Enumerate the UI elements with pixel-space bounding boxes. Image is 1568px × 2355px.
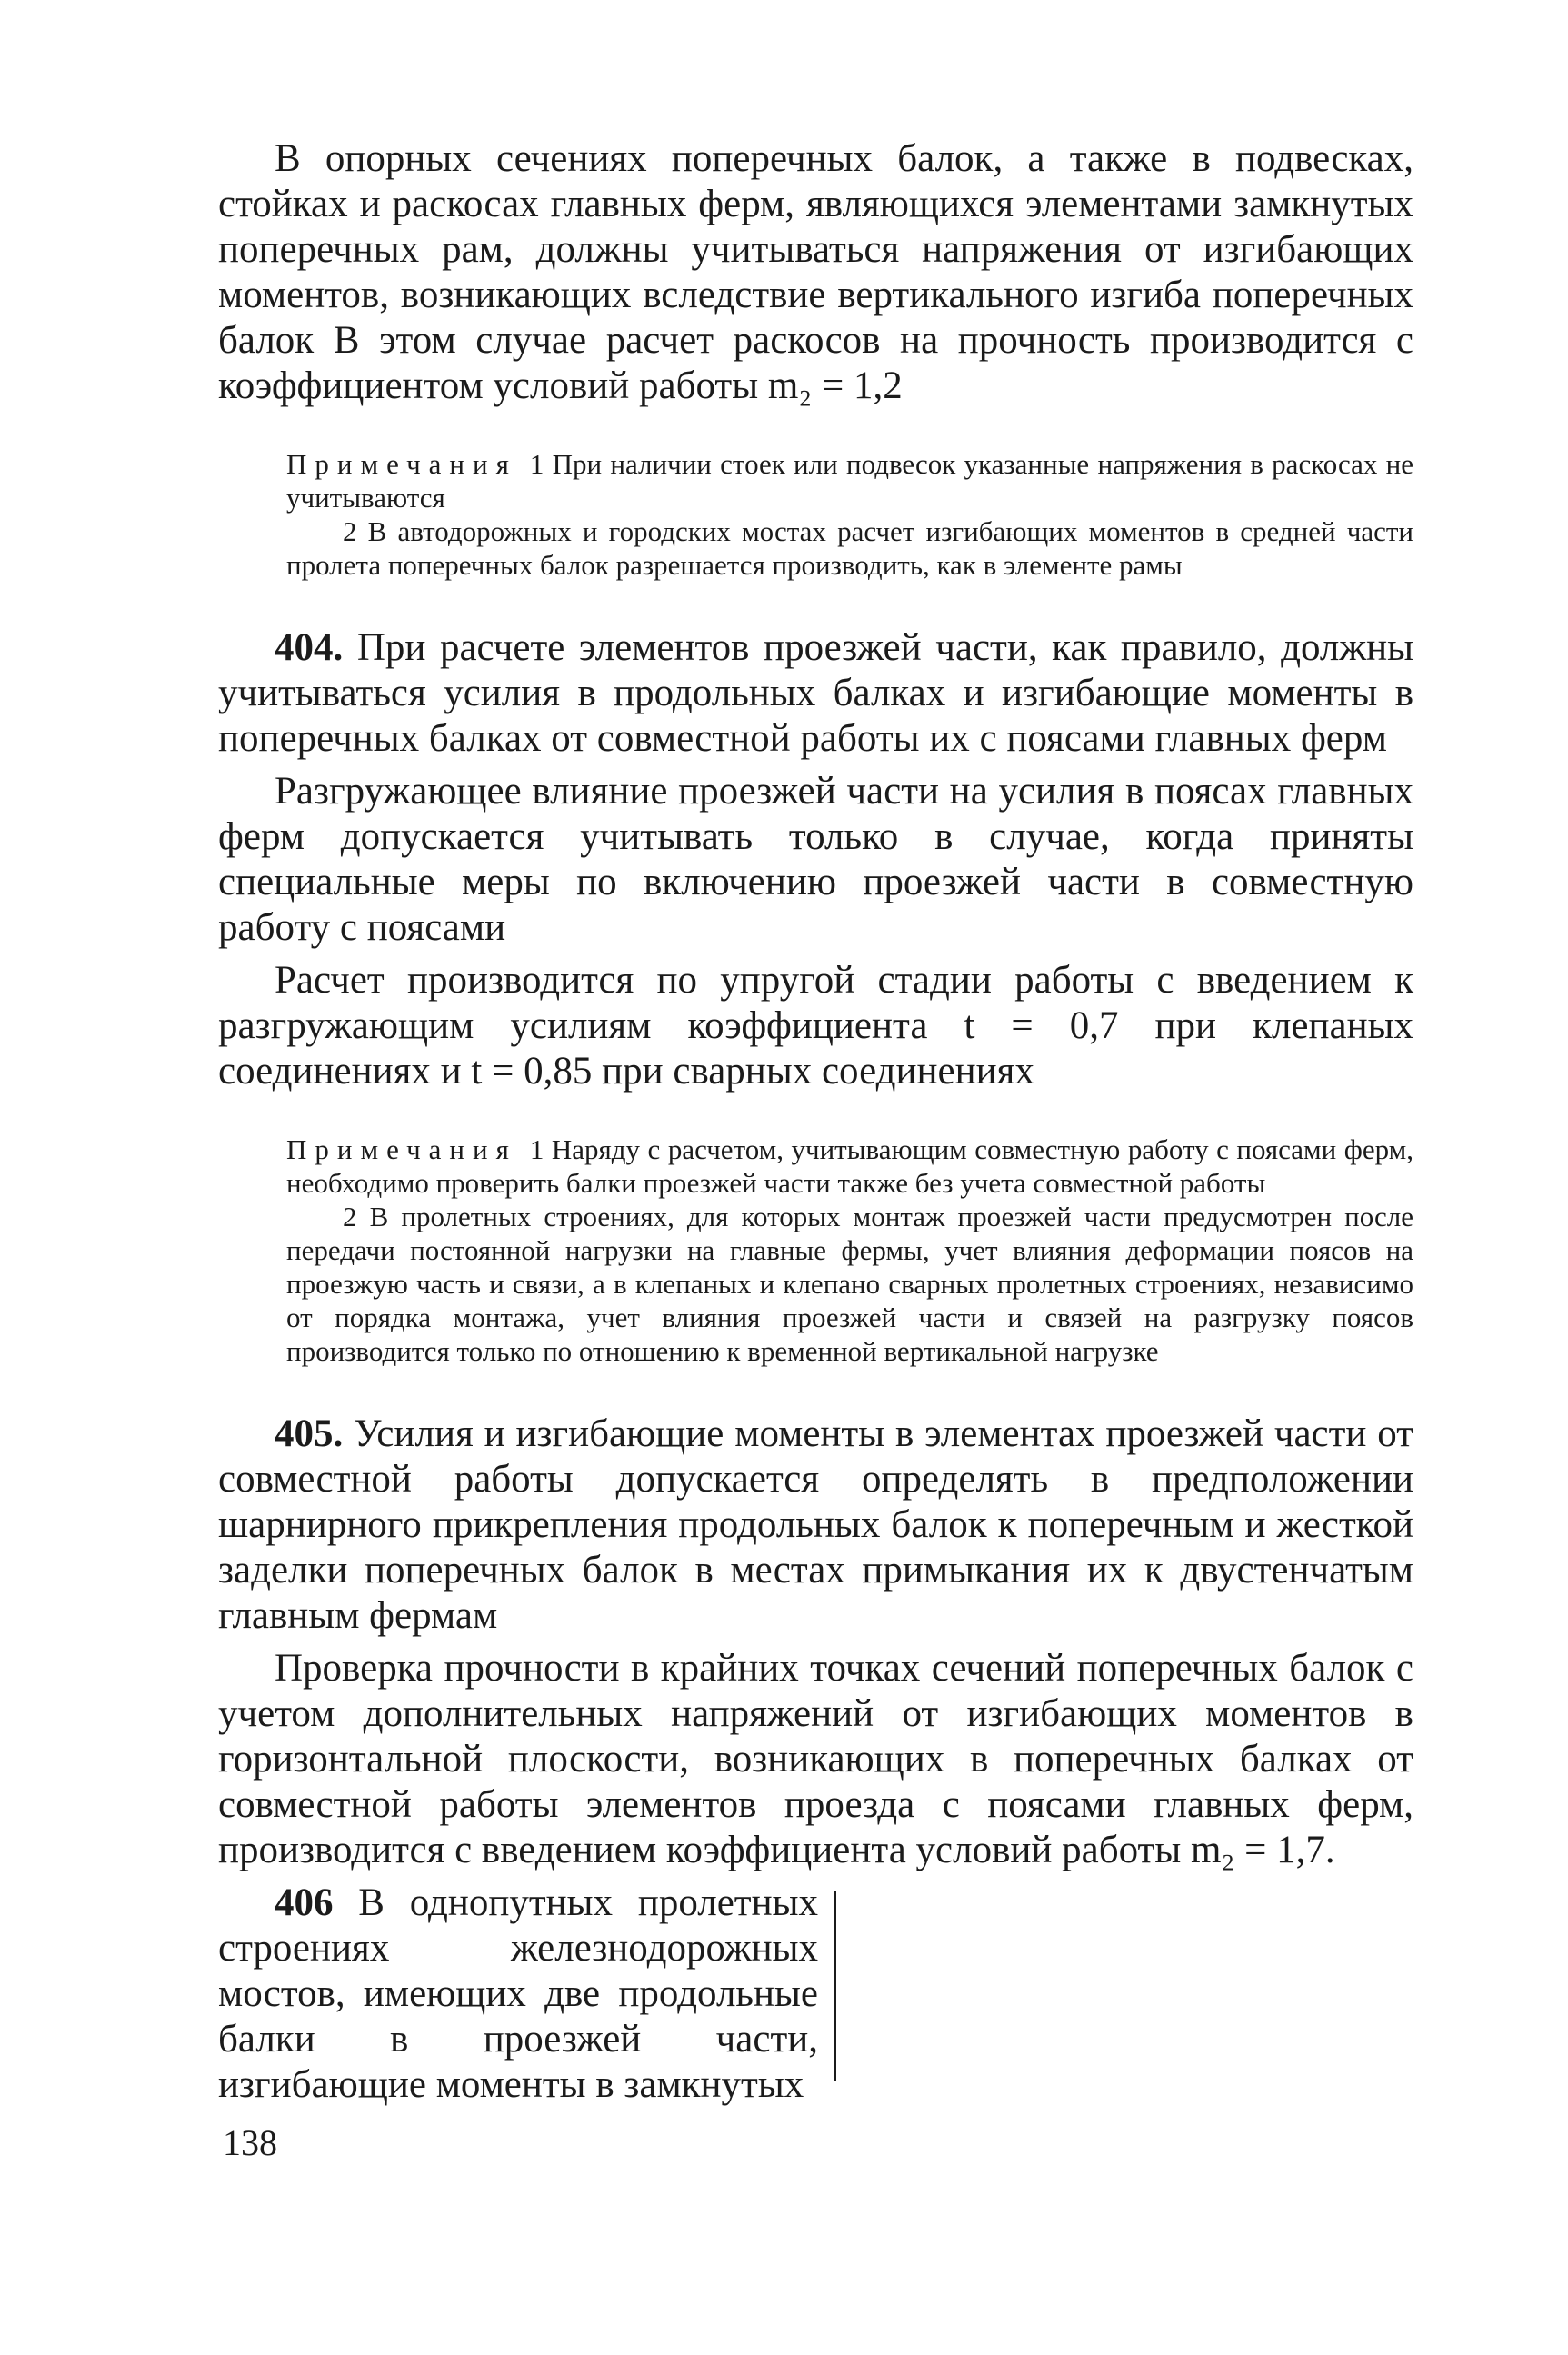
section-405-paragraph-1 <box>218 1412 1413 1639</box>
notes-block-1 <box>218 447 1413 582</box>
note-1 <box>286 1133 1413 1200</box>
section-406-paragraph-1 <box>218 1881 818 2108</box>
section-text: В однопутных пролетных строениях железнодорожных мостов, имеющих две продольные балки в проезжей части, изгибающие моменты в замкнутых <box>218 1881 818 2106</box>
section-number: 406 <box>275 1881 334 1924</box>
section-number: 405. <box>275 1412 344 1455</box>
note-2: 2 В пролетных строениях, для которых монтаж проезжей части предусмотрен после передачи постоянной нагрузки на главные фермы, учет влияния деформации поясов на проезжую часть и связи, а в клепаных и клепано сварных пролетных строениях, независимо от порядка монтажа, учет влияния проезжей части и связей на разгрузку поясов производится только по отношению к временной вертикальной нагрузке <box>286 1201 1413 1367</box>
section-number: 404. <box>275 626 344 669</box>
note-text: 1 При наличии стоек или подвесок указанные напряжения в раскосах не учитываются <box>286 448 1413 514</box>
page-body <box>218 136 1413 2108</box>
section-405-paragraph-2: Проверка прочности в крайних точках сечений поперечных балок с учетом дополнительных напряжений от изгибающих моментов в горизонтальной плоскости, возникающих в поперечных балках от совместной работы элементов проезда с поясами главных ферм, производится с введением коэффициента условий работы m₂ = 1,7. <box>218 1647 1413 1871</box>
notes-heading: Примечания <box>286 1133 517 1165</box>
note-2: 2 В автодорожных и городских мостах расчет изгибающих моментов в средней части пролета поперечных балок разрешается производить, как в элементе рамы <box>286 515 1413 581</box>
note-text: 1 Наряду с расчетом, учитывающим совместную работу с поясами ферм, необходимо проверить балки проезжей части также без учета совместной работы <box>286 1133 1413 1199</box>
section-404-paragraph-3: Расчет производится по упругой стадии работы с введением к разгружающим усилиям коэффициента t = 0,7 при клепаных соединениях и t = 0,85 при сварных соединениях <box>218 959 1413 1093</box>
section-text: При расчете элементов проезжей части, как правило, должны учитываться усилия в продольных балках и изгибающие моменты в поперечных балках от совместной работы их с поясами главных ферм <box>218 626 1414 760</box>
section-406-column <box>218 1881 818 2108</box>
section-text: Усилия и изгибающие моменты в элементах проезжей части от совместной работы допускается определять в предположении шарнирного прикрепления продольных балок к поперечным и жесткой заделки поперечных балок в местах примыкания их к двустенчатым главным фермам <box>218 1412 1414 1637</box>
notes-block-2 <box>218 1133 1413 1368</box>
notes-heading: Примечания <box>286 448 517 480</box>
page-number: 138 <box>223 2122 277 2163</box>
section-404-paragraph-1 <box>218 625 1413 762</box>
section-404-paragraph-2: Разгружающее влияние проезжей части на усилия в поясах главных ферм допускается учитывать только в случае, когда приняты специальные меры по включению проезжей части в совместную работу с поясами <box>218 770 1413 949</box>
paragraph-support-sections: В опорных сечениях поперечных балок, а также в подвесках, стойках и раскосах главных ферм, являющихся элементами замкнутых поперечных рам, должны учитываться напряжения от изгибающих моментов, возникающих вследствие вертикального изгиба поперечных балок В этом случае расчет раскосов на прочность производится с коэффициентом условий работы m₂ = 1,2 <box>218 137 1413 407</box>
note-1 <box>286 447 1413 514</box>
column-divider <box>834 1891 836 2081</box>
